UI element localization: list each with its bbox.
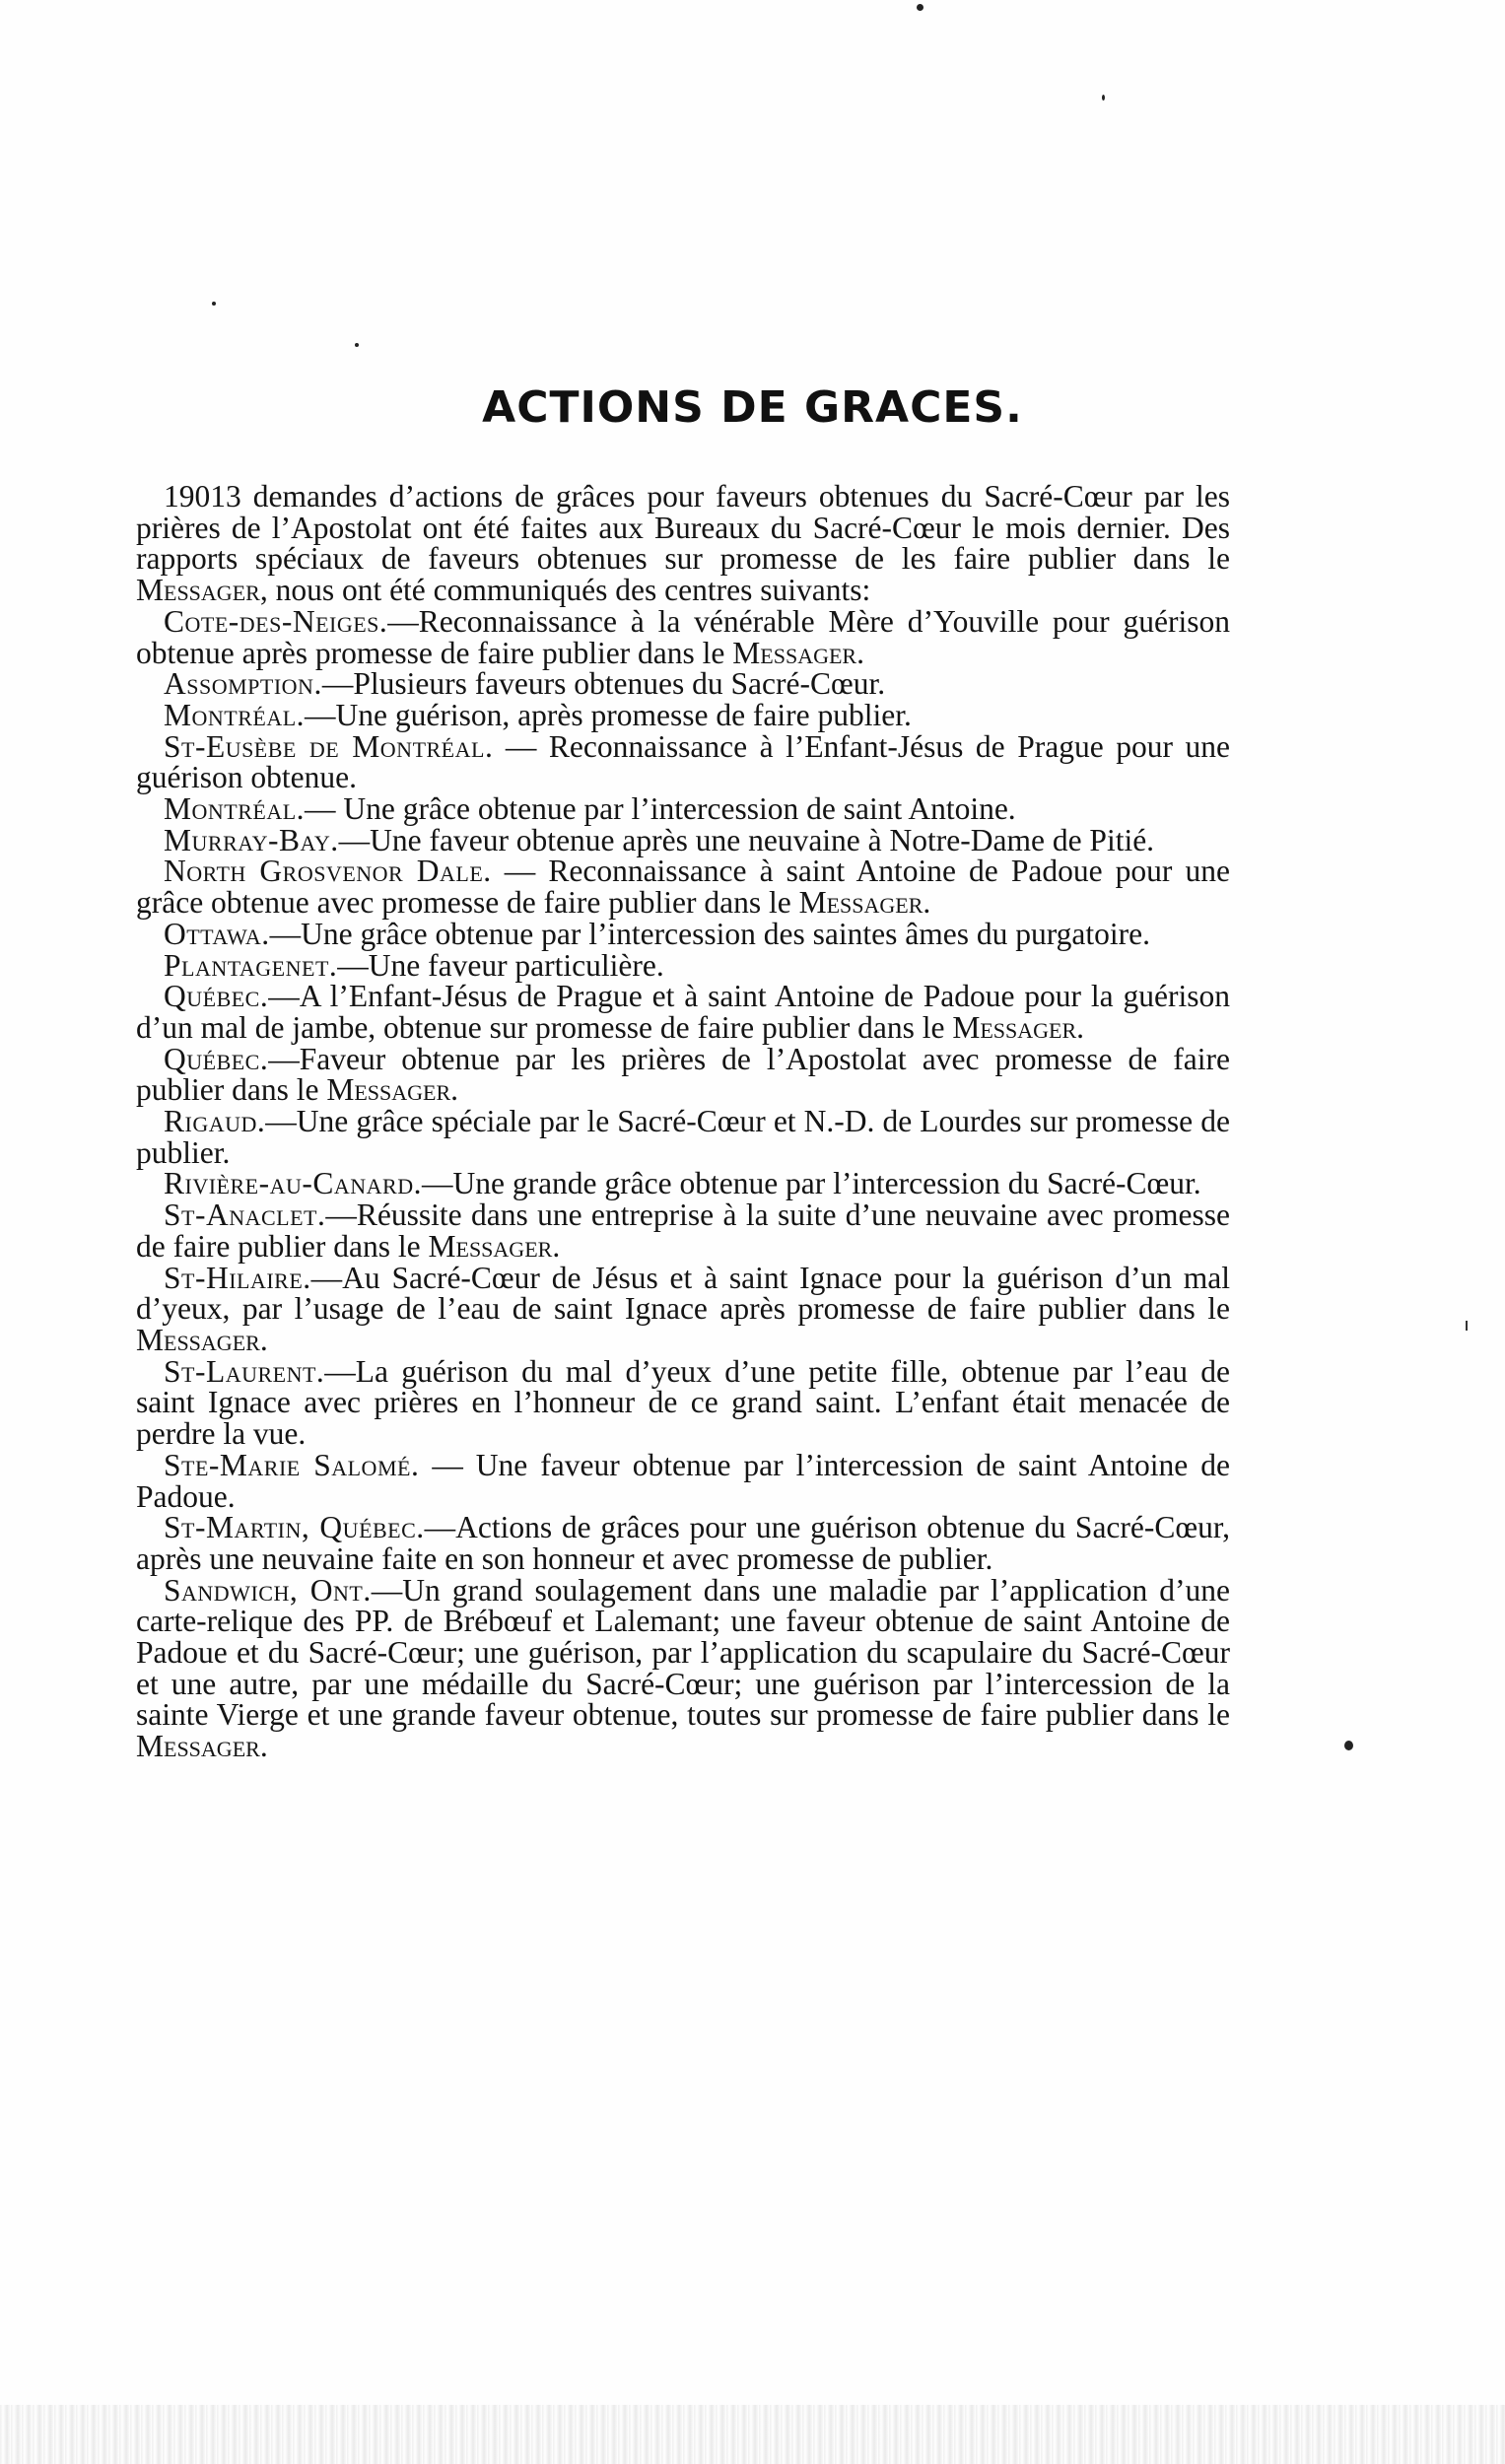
page-title: ACTIONS DE GRACES. bbox=[482, 382, 1023, 433]
entry-messager: Messager bbox=[428, 1228, 553, 1264]
entry-paragraph bbox=[136, 1572, 1230, 1764]
print-speck bbox=[212, 302, 216, 306]
entry-paragraph bbox=[136, 1447, 1230, 1514]
entry-place: St-Anaclet. bbox=[164, 1198, 326, 1233]
entry-end: . bbox=[552, 1228, 561, 1264]
entry-paragraph bbox=[136, 697, 1230, 732]
entry-place: Ste-Marie Salomé. bbox=[164, 1447, 420, 1482]
entry-text: —Reconnaissance à la vénérable Mère d’Youville pour guérison obtenue après promesse de faire publier dans le bbox=[136, 603, 1230, 670]
entry-end: . bbox=[450, 1072, 459, 1108]
entry-place: Rigaud. bbox=[164, 1104, 266, 1139]
entry-paragraph bbox=[136, 1353, 1230, 1452]
entry-paragraph bbox=[136, 1041, 1230, 1108]
intro-paragraph bbox=[136, 481, 1230, 606]
entry-end: . bbox=[856, 635, 864, 670]
entry-paragraph bbox=[136, 947, 1230, 983]
entry-messager: Messager bbox=[952, 1009, 1077, 1045]
entry-messager: Messager bbox=[326, 1072, 451, 1108]
intro-messager: Messager bbox=[136, 573, 260, 608]
entry-messager: Messager bbox=[732, 635, 857, 670]
entry-place: North Grosvenor Dale. bbox=[164, 854, 492, 889]
entry-messager: Messager bbox=[798, 885, 924, 921]
entry-place: Ottawa. bbox=[164, 916, 270, 951]
entry-paragraph bbox=[136, 793, 1230, 825]
entry-text: — Une grâce obtenue par l’intercession de saint Antoine. bbox=[305, 791, 1016, 827]
entry-messager: Messager bbox=[136, 1729, 260, 1764]
intro-text: 19013 demandes d’actions de grâces pour faveurs obtenues du Sacré-Cœur par les prières de l’Apostolat ont été faites aux Bureaux du Sacré-Cœur le mois dernier. Des rapports spéciaux de faveurs obtenues sur promesse de les faire publier dans le bbox=[136, 479, 1230, 577]
print-speck bbox=[355, 343, 359, 347]
edge-mark bbox=[1466, 1321, 1468, 1331]
entry-paragraph bbox=[136, 822, 1230, 857]
entry-place: St-Martin, Québec. bbox=[164, 1510, 425, 1545]
entry-paragraph bbox=[136, 854, 1230, 921]
entry-paragraph bbox=[136, 1168, 1230, 1199]
entry-place: Sandwich, Ont. bbox=[164, 1572, 372, 1608]
entry-place: Québec. bbox=[164, 1041, 269, 1076]
intro-end: , nous ont été communiqués des centres suivants: bbox=[259, 573, 871, 608]
entry-end: . bbox=[1076, 1009, 1085, 1045]
entry-place: Cote-des-Neiges. bbox=[164, 603, 388, 639]
entry-text: — Une faveur obtenue par l’intercession de saint Antoine de Padoue. bbox=[136, 1447, 1230, 1514]
entry-text: —A l’Enfant-Jésus de Prague et à saint Antoine de Padoue pour la guérison d’un mal de jambe, obtenue sur promesse de faire publier dans le bbox=[136, 979, 1230, 1045]
entry-paragraph bbox=[136, 1199, 1230, 1262]
entry-end: . bbox=[259, 1729, 268, 1764]
entry-text: —Réussite dans une entreprise à la suite d’une neuvaine avec promesse de faire publier dans le bbox=[136, 1198, 1230, 1264]
entry-paragraph bbox=[136, 603, 1230, 670]
entry-end: . bbox=[923, 885, 931, 921]
article-body bbox=[136, 481, 1230, 1762]
entry-text: —Au Sacré-Cœur de Jésus et à saint Ignace pour la guérison d’un mal d’yeux, par l’usage de l’eau de saint Ignace après promesse de faire publier dans le bbox=[136, 1260, 1230, 1327]
entry-text: — Reconnaissance à saint Antoine de Padoue pour une grâce obtenue avec promesse de faire publier dans le bbox=[136, 854, 1230, 921]
print-speck bbox=[917, 4, 924, 11]
entry-text: —Une grâce spéciale par le Sacré-Cœur et N.-D. de Lourdes sur promesse de publier. bbox=[136, 1104, 1230, 1170]
entry-place: Montréal. bbox=[164, 697, 306, 732]
entry-paragraph bbox=[136, 916, 1230, 951]
entry-paragraph bbox=[136, 981, 1230, 1043]
entry-text: —La guérison du mal d’yeux d’une petite fille, obtenue par l’eau de saint Ignace avec prières en l’honneur de ce grand saint. L’enfant était menacée de perdre la vue. bbox=[136, 1353, 1230, 1452]
print-speck bbox=[1102, 95, 1105, 101]
entry-paragraph bbox=[136, 1512, 1230, 1574]
entry-place: St-Laurent. bbox=[164, 1353, 325, 1389]
entry-end: . bbox=[259, 1322, 268, 1357]
entry-text: —Actions de grâces pour une guérison obtenue du Sacré-Cœur, après une neuvaine faite en son honneur et avec promesse de publier. bbox=[136, 1510, 1230, 1576]
entry-paragraph bbox=[136, 728, 1230, 795]
entry-text: —Faveur obtenue par les prières de l’Apostolat avec promesse de faire publier dans le bbox=[136, 1041, 1230, 1108]
entry-text: —Un grand soulagement dans une maladie par l’application d’une carte-relique des PP. de Brébœuf et Lalemant; une faveur obtenue de saint Antoine de Padoue et du Sacré-Cœur; une guérison, par l’application du scapulaire du Sacré-Cœur et une autre, par une médaille du Sacré-Cœur; une guérison par l’intercession de la sainte Vierge et une grande faveur obtenue, toutes sur promesse de faire publier dans le bbox=[136, 1572, 1230, 1733]
entry-text: —Une grande grâce obtenue par l’intercession du Sacré-Cœur. bbox=[421, 1166, 1201, 1201]
scan-edge-noise bbox=[0, 2405, 1505, 2464]
entry-text: — Reconnaissance à l’Enfant-Jésus de Prague pour une guérison obtenue. bbox=[136, 728, 1230, 795]
entry-paragraph bbox=[136, 1106, 1230, 1168]
entry-text: —Une faveur particulière. bbox=[337, 947, 664, 983]
entry-place: Murray-Bay. bbox=[164, 822, 339, 857]
entry-place: Assomption. bbox=[164, 666, 322, 702]
entry-text: —Une guérison, après promesse de faire publier. bbox=[305, 697, 912, 732]
entry-paragraph bbox=[136, 668, 1230, 700]
entry-place: Rivière-au-Canard. bbox=[164, 1166, 422, 1201]
entry-text: —Une grâce obtenue par l’intercession des saintes âmes du purgatoire. bbox=[269, 916, 1150, 951]
entry-place: Plantagenet. bbox=[164, 947, 338, 983]
entry-text: —Une faveur obtenue après une neuvaine à Notre-Dame de Pitié. bbox=[338, 822, 1155, 857]
entry-text: —Plusieurs faveurs obtenues du Sacré-Cœur. bbox=[321, 666, 886, 702]
entry-place: Montréal. bbox=[164, 791, 306, 827]
entry-place: Québec. bbox=[164, 979, 269, 1014]
print-speck bbox=[1344, 1741, 1353, 1750]
entry-messager: Messager bbox=[136, 1322, 260, 1357]
entry-place: St-Eusèbe de Montréal. bbox=[164, 728, 494, 764]
entry-place: St-Hilaire. bbox=[164, 1260, 311, 1295]
entry-paragraph bbox=[136, 1260, 1230, 1357]
